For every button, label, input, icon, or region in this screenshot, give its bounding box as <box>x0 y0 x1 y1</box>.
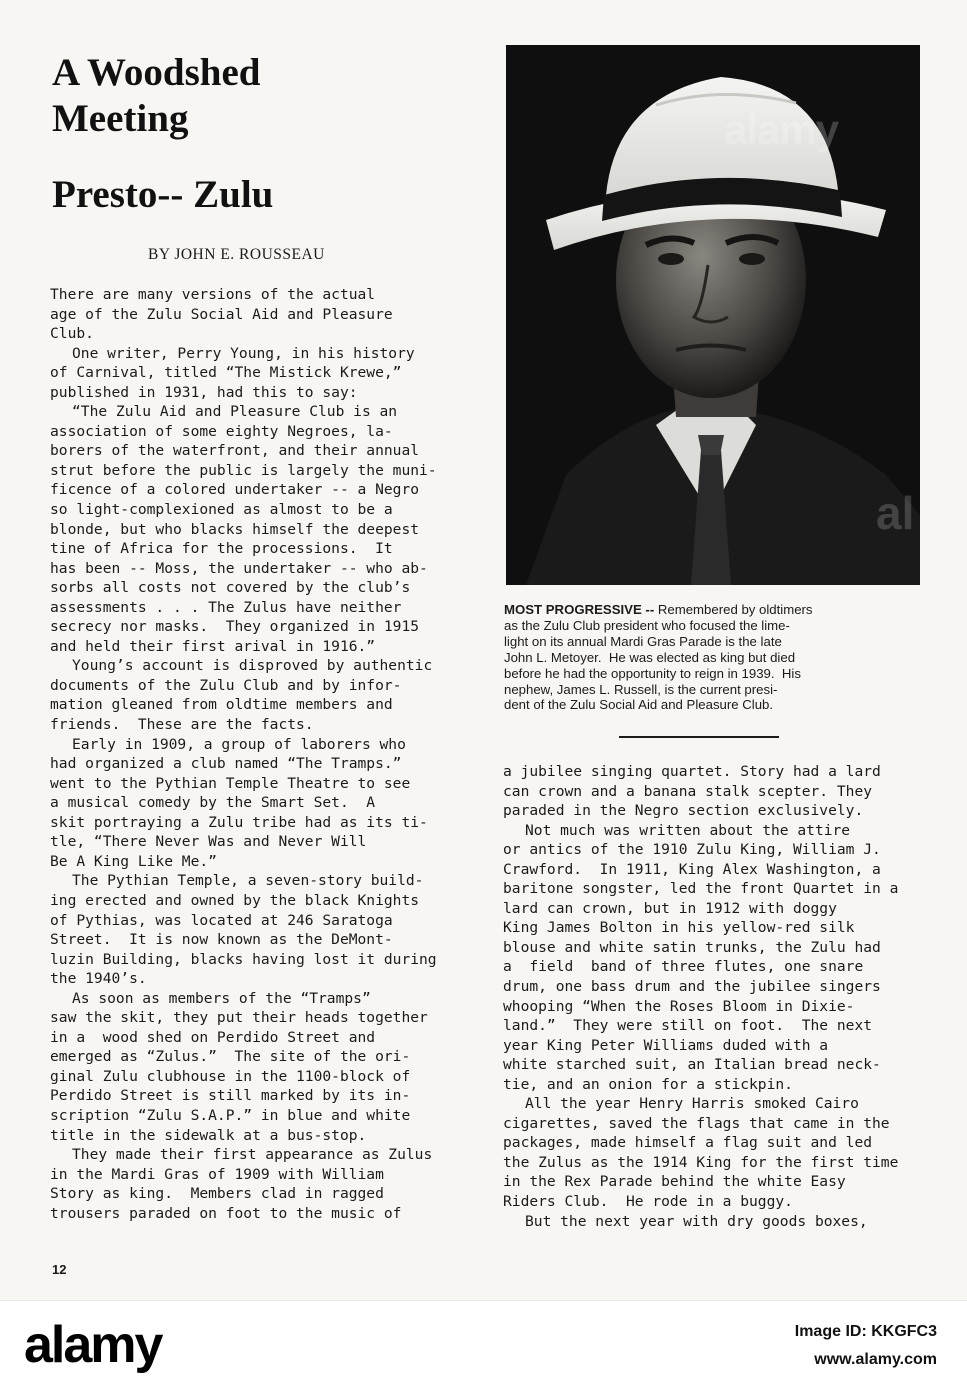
text-line: title in the sidewalk at a bus-stop. <box>50 1126 367 1144</box>
text-line: blonde, but who blacks himself the deepest <box>50 520 420 538</box>
text-line: Young’s account is disproved by authentic <box>72 657 433 675</box>
text-line: or antics of the 1910 Zulu King, William J. <box>503 841 881 859</box>
text-line: of Pythias, was located at 246 Saratoga <box>50 911 393 929</box>
page-number: 12 <box>52 1262 67 1277</box>
text-line: sorbs all costs not covered by the club’s <box>50 579 411 597</box>
image-id: Image ID: KKGFC3 <box>794 1323 937 1340</box>
text-line: can crown and a banana stalk scepter. They <box>503 782 873 800</box>
text-line: a field band of three flutes, one snare <box>503 958 864 976</box>
photo-watermark: alamy <box>724 106 839 153</box>
text-line: All the year Henry Harris smoked Cairo <box>525 1095 859 1113</box>
caption-lead: MOST PROGRESSIVE -- <box>504 602 655 617</box>
text-line: Be A King Like Me.” <box>50 852 217 870</box>
left-text-column <box>50 285 462 1223</box>
text-line: packages, made himself a flag suit and led <box>503 1134 873 1152</box>
text-line: friends. These are the facts. <box>50 716 314 734</box>
caption-line: light on its annual Mardi Gras Parade is the late <box>504 633 782 649</box>
text-line: The Pythian Temple, a seven-story build- <box>72 872 424 890</box>
text-line: borers of the waterfront, and their annual <box>50 442 420 460</box>
text-line: King James Bolton in his yellow-red silk <box>503 919 855 937</box>
text-line: of Carnival, titled “The Mistick Krewe,” <box>50 364 402 382</box>
text-line: baritone songster, led the front Quartet in a <box>503 880 899 898</box>
right-text-column <box>503 762 915 1231</box>
text-line: strut before the public is largely the muni- <box>50 461 437 479</box>
text-line: white starched suit, an Italian bread neck- <box>503 1056 881 1074</box>
text-line: lard can crown, but in 1912 with doggy <box>503 899 837 917</box>
photo-caption <box>504 602 922 713</box>
text-line: skit portraying a Zulu tribe had as its ti- <box>50 813 428 831</box>
text-line: Club. <box>50 325 94 343</box>
text-line: Street. It is now known as the DeMont- <box>50 931 393 949</box>
portrait-illustration <box>506 45 920 585</box>
text-line: secrecy nor masks. They organized in 1915 <box>50 618 420 636</box>
text-line: had organized a club named “The Tramps.” <box>50 755 402 773</box>
section-divider <box>619 736 779 738</box>
text-line: and held their first arival in 1916.” <box>50 637 376 655</box>
text-line: ficence of a colored undertaker -- a Negro <box>50 481 420 499</box>
text-line: the Zulus as the 1914 King for the first time <box>503 1153 899 1171</box>
site-url: www.alamy.com <box>814 1351 937 1368</box>
text-line: Early in 1909, a group of laborers who <box>72 735 406 753</box>
text-line: Not much was written about the attire <box>525 821 851 839</box>
text-line: emerged as “Zulus.” The site of the ori- <box>50 1048 411 1066</box>
text-line: They made their first appearance as Zulus <box>72 1146 433 1164</box>
text-line: ing erected and owned by the black Knights <box>50 891 420 909</box>
brand-logo: alamy <box>24 1316 162 1374</box>
text-line: paraded in the Negro section exclusively. <box>503 802 864 820</box>
text-line: “The Zulu Aid and Pleasure Club is an <box>72 403 398 421</box>
caption-line <box>504 602 922 618</box>
text-line: Story as king. Members clad in ragged <box>50 1185 384 1203</box>
text-line: in the Rex Parade behind the white Easy <box>503 1173 846 1191</box>
text-line: cigarettes, saved the flags that came in the <box>503 1114 890 1132</box>
text-line: As soon as members of the “Tramps” <box>72 989 371 1007</box>
text-line: There are many versions of the actual <box>50 286 376 303</box>
text-line: documents of the Zulu Club and by infor- <box>50 676 402 694</box>
text-line: a musical comedy by the Smart Set. A <box>50 794 376 812</box>
text-line: One writer, Perry Young, in his history <box>72 344 415 362</box>
caption-first-line: Remembered by oldtimers <box>654 602 813 617</box>
text-line: mation gleaned from oldtime members and <box>50 696 393 714</box>
text-line: published in 1931, had this to say: <box>50 383 358 401</box>
text-line: went to the Pythian Temple Theatre to see <box>50 774 411 792</box>
article-headline <box>52 50 472 218</box>
stock-footer <box>0 1300 967 1391</box>
headline-line-1: A Woodshed <box>52 51 261 94</box>
text-line: trousers paraded on foot to the music of <box>50 1204 402 1222</box>
text-line: a jubilee singing quartet. Story had a lard <box>503 763 881 780</box>
photo-watermark-edge: al <box>876 487 915 539</box>
text-line: year King Peter Williams duded with a <box>503 1036 829 1054</box>
text-line: so light-complexioned as almost to be a <box>50 501 393 519</box>
text-line: luzin Building, blacks having lost it during <box>50 950 437 968</box>
headline-subtitle: Presto-- Zulu <box>52 173 274 216</box>
text-line: tie, and an onion for a stickpin. <box>503 1075 793 1093</box>
caption-line: John L. Metoyer. He was elected as king but died <box>504 649 796 665</box>
text-line: saw the skit, they put their heads together <box>50 1009 428 1027</box>
text-line: But the next year with dry goods boxes, <box>525 1212 868 1230</box>
text-line: association of some eighty Negroes, la- <box>50 422 393 440</box>
caption-line: dent of the Zulu Social Aid and Pleasure Club. <box>504 697 774 713</box>
text-line: tine of Africa for the processions. It <box>50 540 393 558</box>
portrait-photo <box>506 45 920 585</box>
text-line: Riders Club. He rode in a buggy. <box>503 1193 793 1211</box>
headline-line-2: Meeting <box>52 97 189 140</box>
text-line: scription “Zulu S.A.P.” in blue and white <box>50 1106 411 1124</box>
text-line: drum, one bass drum and the jubilee singers <box>503 978 881 996</box>
text-line: land.” They were still on foot. The next <box>503 1017 873 1035</box>
caption-line: as the Zulu Club president who focused the lime- <box>504 617 790 633</box>
text-line: age of the Zulu Social Aid and Pleasure <box>50 305 393 323</box>
text-line: tle, “There Never Was and Never Will <box>50 833 367 851</box>
text-line: blouse and white satin trunks, the Zulu had <box>503 938 881 956</box>
text-line: in a wood shed on Perdido Street and <box>50 1028 376 1046</box>
text-line: whooping “When the Roses Bloom in Dixie- <box>503 997 855 1015</box>
text-line: assessments . . . The Zulus have neither <box>50 598 402 616</box>
text-line: has been -- Moss, the undertaker -- who ab- <box>50 559 428 577</box>
caption-line: before he had the opportunity to reign in 1939. His <box>504 665 801 681</box>
text-line: the 1940’s. <box>50 970 147 988</box>
text-line: Perdido Street is still marked by its in- <box>50 1087 411 1105</box>
byline: BY JOHN E. ROUSSEAU <box>148 246 325 263</box>
text-line: in the Mardi Gras of 1909 with William <box>50 1165 384 1183</box>
text-line: ginal Zulu clubhouse in the 1100-block of <box>50 1067 411 1085</box>
caption-line: nephew, James L. Russell, is the current presi- <box>504 681 778 697</box>
text-line: Crawford. In 1911, King Alex Washington, a <box>503 860 881 878</box>
